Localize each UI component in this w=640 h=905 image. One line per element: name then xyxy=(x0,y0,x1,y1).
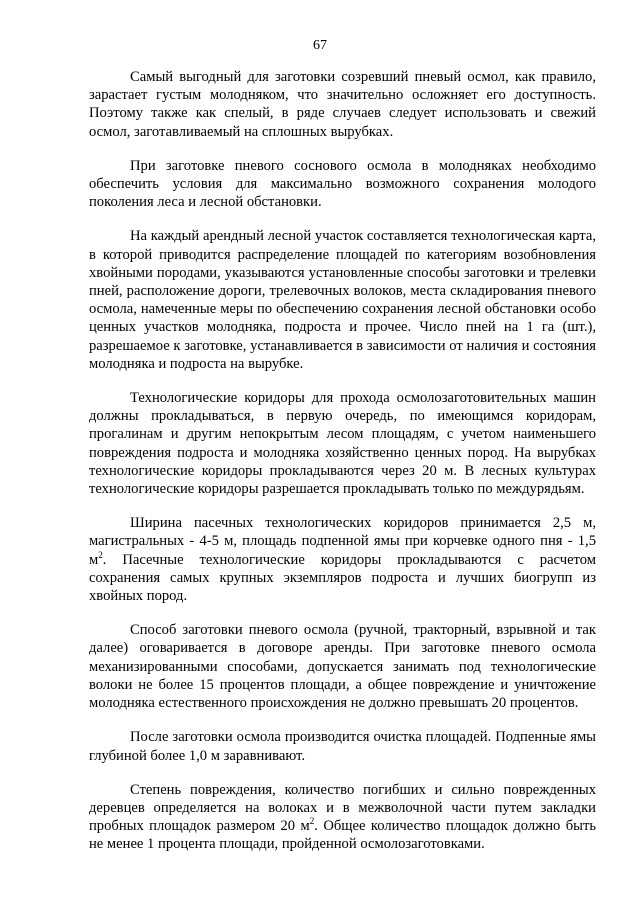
paragraph-8-superscript: 2 xyxy=(309,816,315,827)
page-number: 67 xyxy=(313,38,327,53)
paragraph-2: При заготовке пневого соснового осмола в молодняках необходимо обеспечить условия для максимально возможного сохранения молодого поколения леса и лесной обстановки. xyxy=(89,157,596,211)
paragraph-5 xyxy=(89,514,596,605)
paragraph-4: Технологические коридоры для прохода осмолозаготовительных машин должны прокладываться, в первую очередь, по имеющимся коридорам, прогалинам и другим непокрытым лесом площадям, с учетом наименьшего повреждения подроста и молодняка хозяйственно ценных пород. На вырубках технологические коридоры прокладываются через 20 м. В лесных культурах технологические коридоры разрешается прокладывать только по междурядьям. xyxy=(89,390,596,498)
paragraph-5-text-before: Ширина пасечных технологических коридоров принимается 2,5 м, магистральных - 4-5 м, площадь подпенной ямы при корчевке одного пня - 1,5 м xyxy=(89,515,596,568)
document-body xyxy=(89,68,596,854)
paragraph-8-text-before: Степень повреждения, количество погибших и сильно поврежденных деревцев определяется на волоках и в межволочной части путем закладки пробных площадок размером 20 м xyxy=(89,781,596,835)
paragraph-6: Способ заготовки пневого осмола (ручной, тракторный, взрывной и так далее) оговаривается в договоре аренды. При заготовке пневого осмола механизированными способами, допускается занимать под технологические волоки не более 15 процентов площади, а общее повреждение и уничтожение молодняка естественного происхождения не должно превышать 20 процентов. xyxy=(89,622,596,712)
paragraph-1: Самый выгодный для заготовки созревший пневый осмол, как правило, зарастает густым молодняком, что значительно осложняет его доступность. Поэтому также как спелый, в ряде случаев следует использовать и свежий осмол, заготавливаемый на сплошных вырубках. xyxy=(89,69,596,140)
paragraph-5-text-after: . Пасечные технологические коридоры прокладываются с расчетом сохранения самых крупных экземпляров подроста и лучших биогрупп из хвойных пород. xyxy=(89,551,596,605)
paragraph-8 xyxy=(89,781,596,854)
paragraph-3: На каждый арендный лесной участок составляется технологическая карта, в которой приводится распределение площадей по категориям возобновления хвойными породами, указываются установленные способы заготовки и трелевки пней, расположение дороги, трелевочных волоков, места складирования пневого осмола, намеченные меры по обеспечению сохранения лесной обстановки особо ценных участков молодняка, подроста и прочее. Число пней на 1 га (шт.), разрешаемое к заготовке, устанавливается в зависимости от наличия и состояния молодняка и подроста на вырубке. xyxy=(89,228,596,372)
paragraph-8-text-after: . Общее количество площадок должно быть не менее 1 процента площади, пройденной осмолозаготовками. xyxy=(89,818,596,853)
paragraph-5-superscript: 2 xyxy=(98,549,103,560)
paragraph-7: После заготовки осмола производится очистка площадей. Подпенные ямы глубиной более 1,0 м заравнивают. xyxy=(89,729,596,764)
